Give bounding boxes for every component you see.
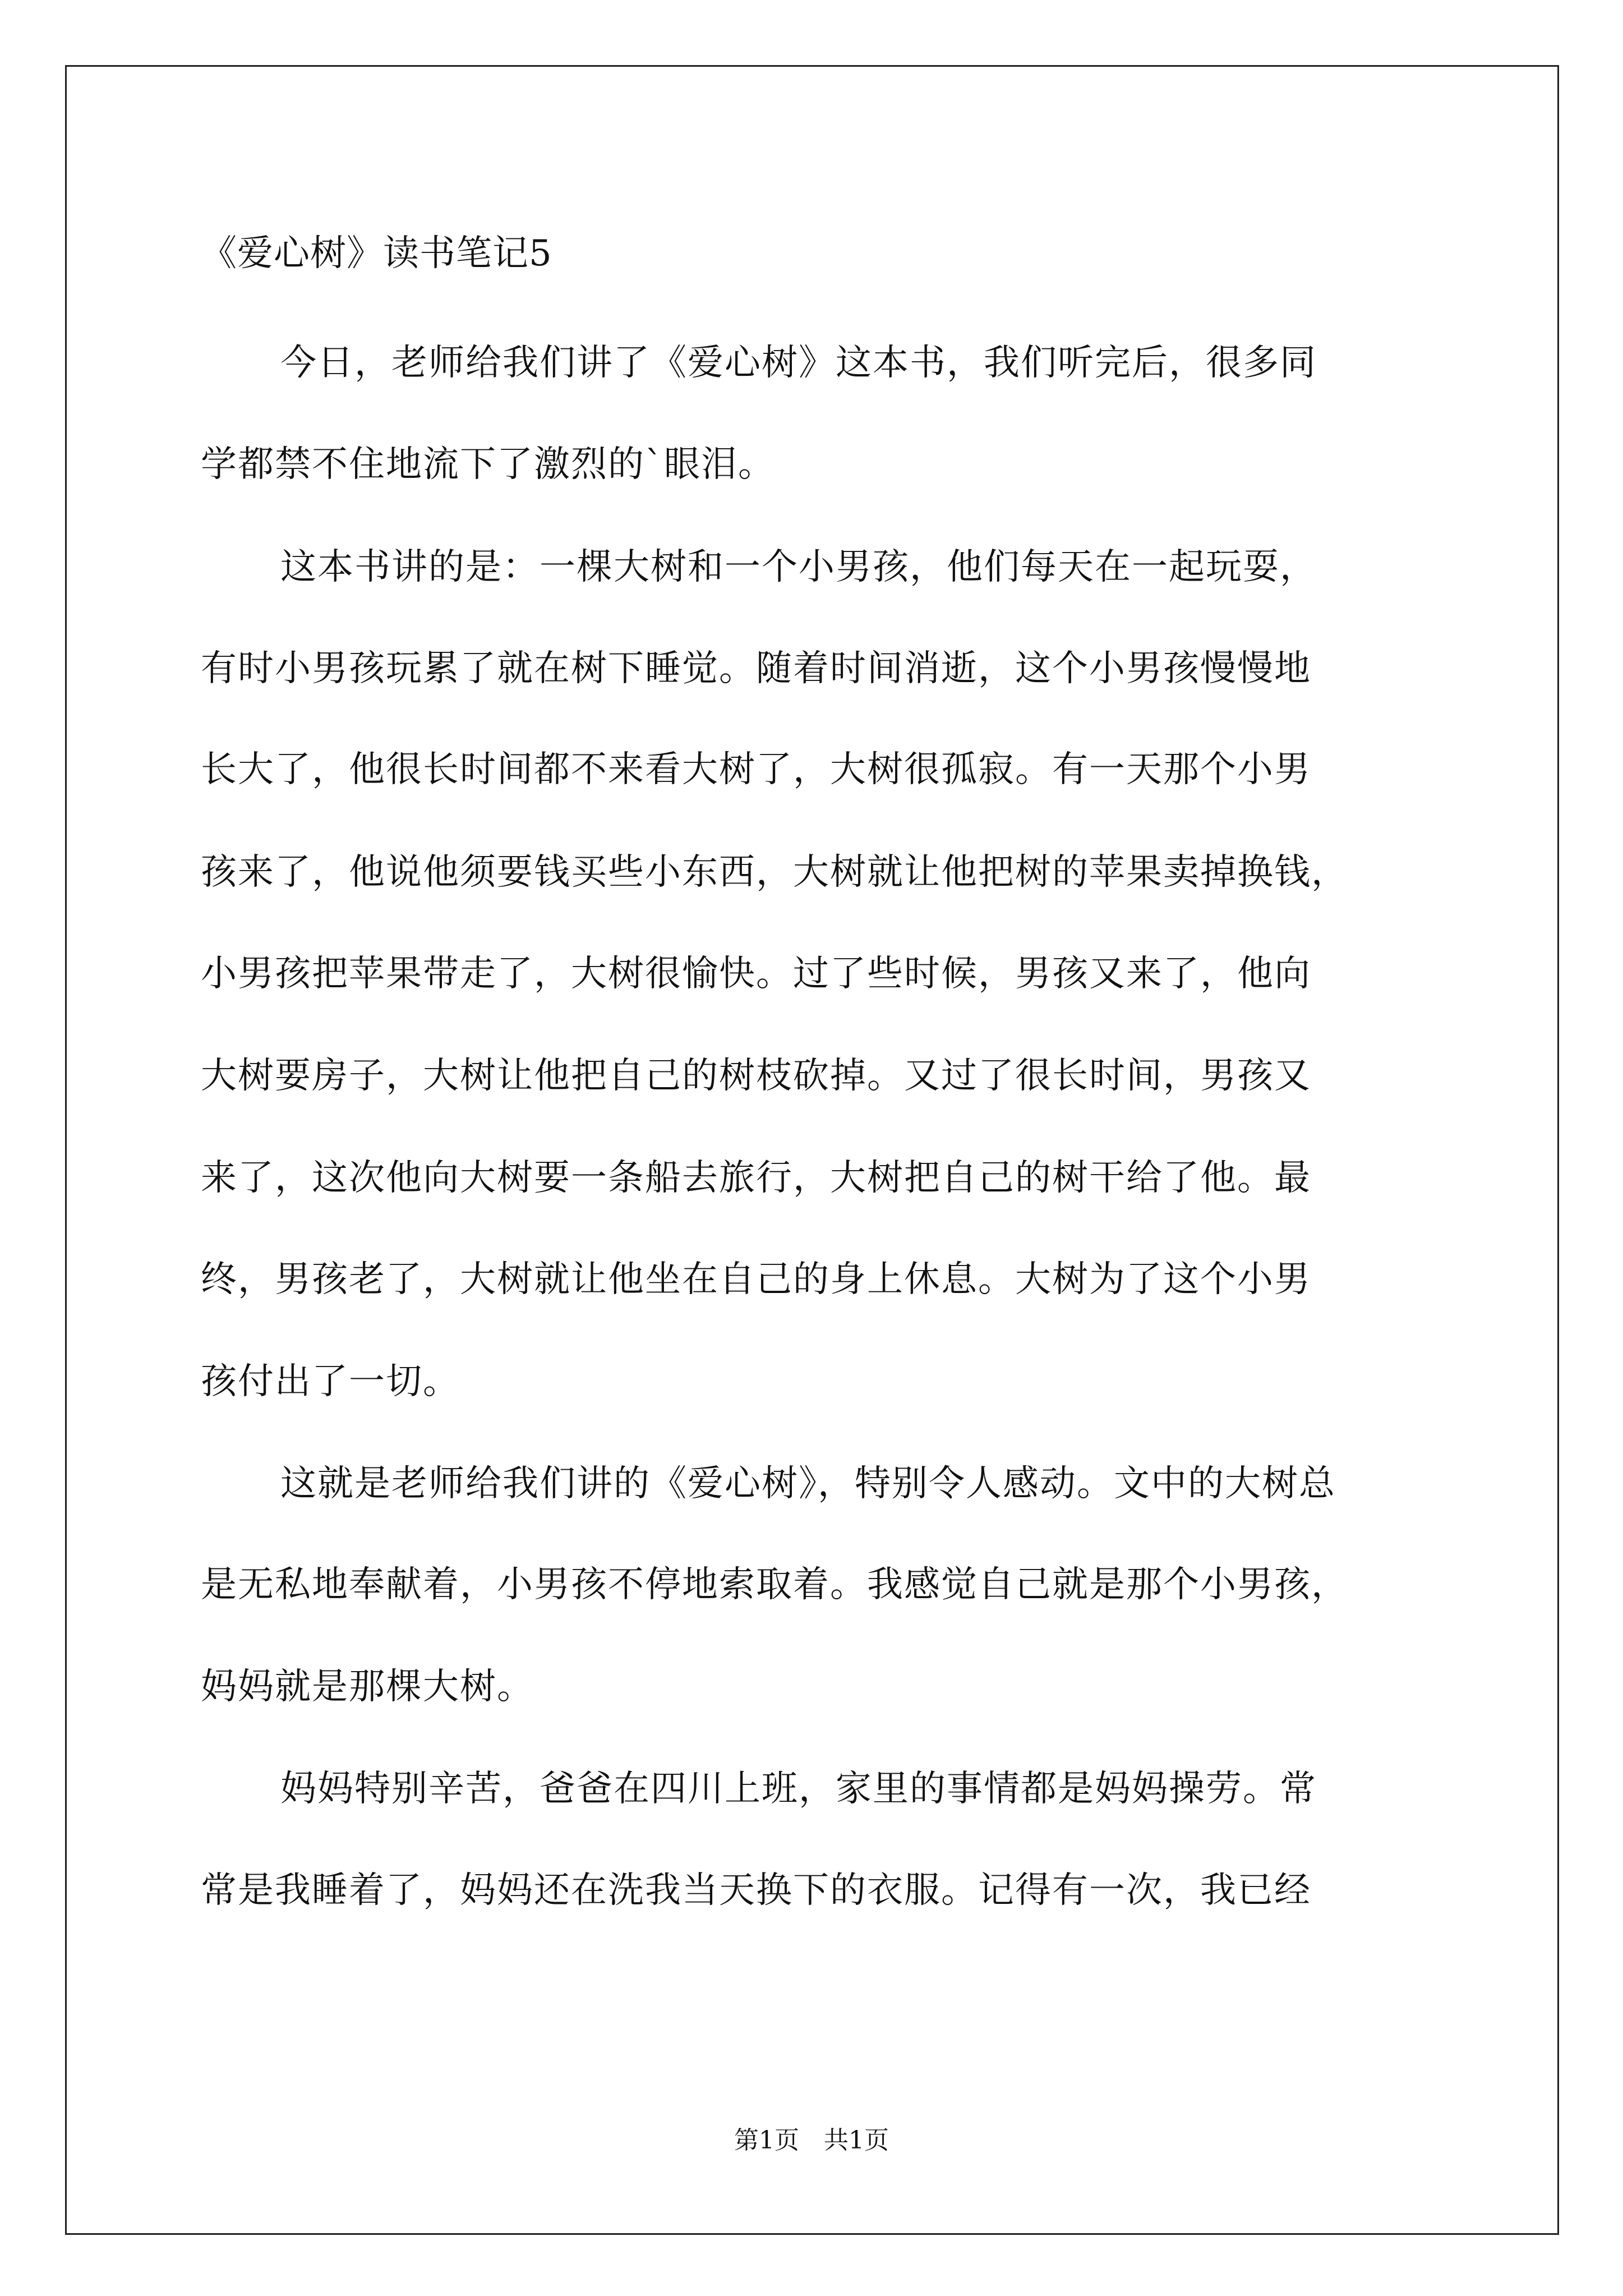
paragraph-4-line-2: 常是我睡着了，妈妈还在洗我当天换下的衣服。记得有一次，我已经 — [201, 1870, 1311, 1911]
paragraph-2-line-2: 有时小男孩玩累了就在树下睡觉。随着时间消逝，这个小男孩慢慢地 — [201, 648, 1311, 689]
paragraph-2-line-3: 长大了，他很长时间都不来看大树了，大树很孤寂。有一天那个小男 — [201, 749, 1311, 790]
paragraph-2-line-6: 大树要房子，大树让他把自己的树枝砍掉。又过了很长时间，男孩又 — [201, 1055, 1311, 1097]
paragraph-3-line-3: 妈妈就是那棵大树。 — [201, 1666, 534, 1708]
paragraph-4-line-1: 妈妈特别辛苦，爸爸在四川上班，家里的事情都是妈妈操劳。常 — [280, 1768, 1317, 1810]
paragraph-3-line-2: 是无私地奉献着，小男孩不停地索取着。我感觉自己就是那个小男孩， — [201, 1564, 1348, 1605]
paragraph-2-line-4: 孩来了，他说他须要钱买些小东西，大树就让他把树的苹果卖掉换钱， — [201, 852, 1348, 893]
paragraph-2-line-9: 孩付出了一切。 — [201, 1361, 460, 1402]
paragraph-2-line-1: 这本书讲的是：一棵大树和一个小男孩，他们每天在一起玩耍， — [280, 546, 1317, 588]
page-footer: 第1页 共1页 — [734, 2126, 889, 2155]
paragraph-1-line-1: 今日，老师给我们讲了《爱心树》这本书，我们听完后，很多同 — [280, 342, 1317, 384]
document-title: 《爱心树》读书笔记5 — [201, 233, 552, 274]
paragraph-1-line-2: 学都禁不住地流下了激烈的`眼泪。 — [201, 444, 775, 485]
paragraph-2-line-5: 小男孩把苹果带走了，大树很愉快。过了些时候，男孩又来了，他向 — [201, 953, 1311, 995]
paragraph-3-line-1: 这就是老师给我们讲的《爱心树》，特别令人感动。文中的大树总 — [280, 1463, 1336, 1504]
paragraph-2-line-7: 来了，这次他向大树要一条船去旅行，大树把自己的树干给了他。最 — [201, 1157, 1311, 1199]
paragraph-2-line-8: 终，男孩老了，大树就让他坐在自己的身上休息。大树为了这个小男 — [201, 1259, 1311, 1300]
